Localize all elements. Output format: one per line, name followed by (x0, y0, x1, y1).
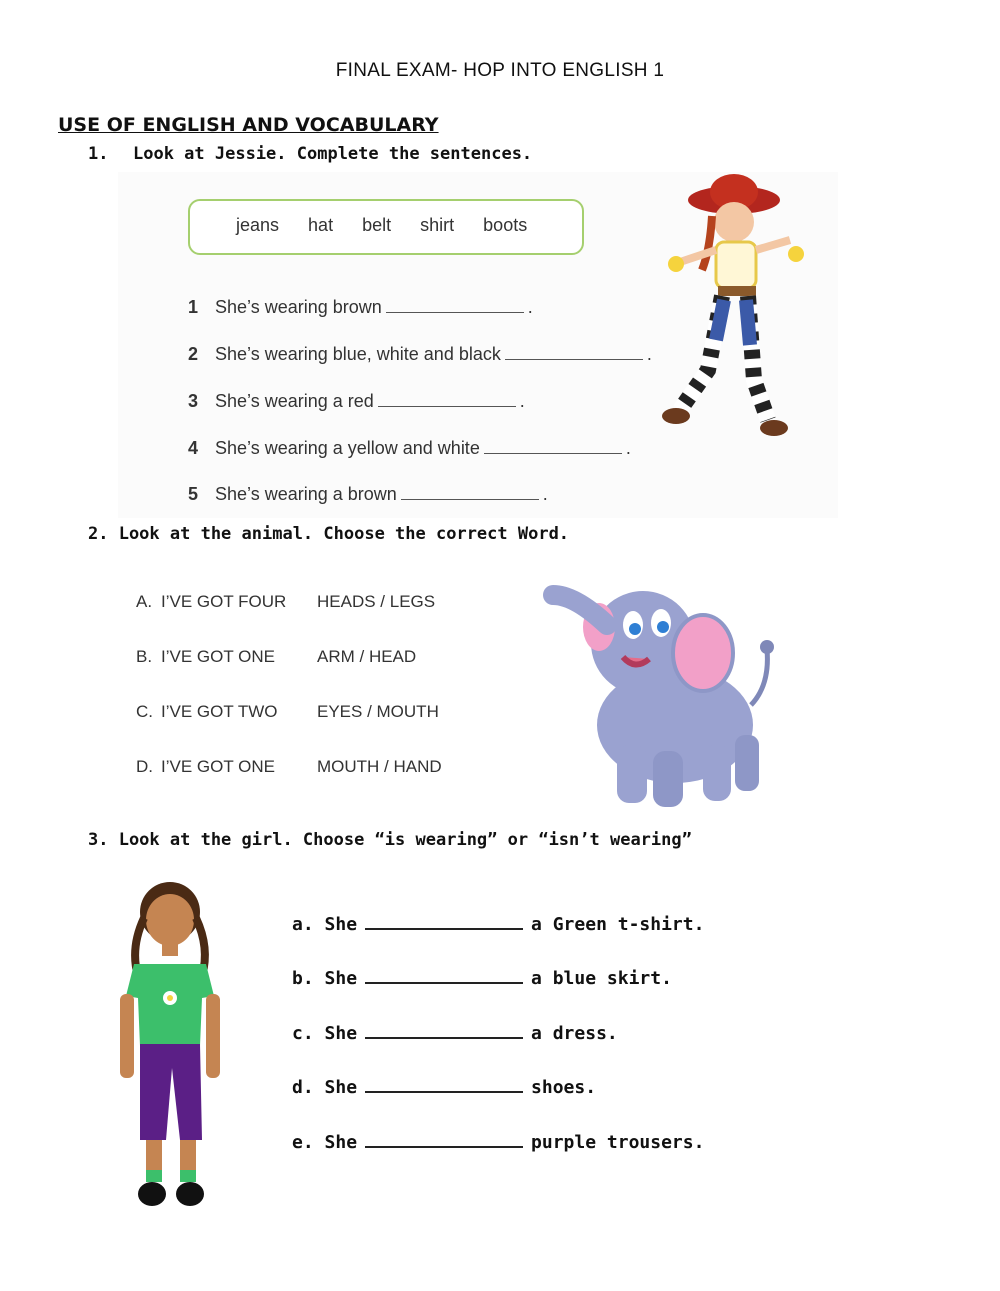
girl-illustration (110, 878, 230, 1218)
word-box (188, 199, 584, 255)
exercise2-item: C. I’VE GOT TWO EYES / MOUTH (136, 702, 439, 721)
answer-blank[interactable] (386, 298, 524, 313)
exercise1-instruction (88, 144, 532, 164)
exercise2-item: D. I’VE GOT ONE MOUTH / HAND (136, 757, 442, 776)
word-shirt: shirt (420, 215, 455, 235)
exercise3-item: a. She a Green t-shirt. (292, 914, 705, 935)
sentence-row: 5 She’s wearing a brown . (188, 484, 548, 504)
exercise3-instruction: 3. Look at the girl. Choose “is wearing” or “isn’t wearing” (88, 830, 692, 850)
option-choice[interactable]: HEADS / LEGS (317, 592, 436, 611)
jessie-illustration (650, 170, 820, 450)
answer-blank[interactable] (484, 439, 622, 454)
exercise2-item: A. I’VE GOT FOUR HEADS / LEGS (136, 592, 436, 611)
sentence-row: 1 She’s wearing brown . (188, 297, 533, 317)
word-boots: boots (483, 215, 528, 235)
sentence-row: 3 She’s wearing a red . (188, 391, 525, 411)
answer-blank[interactable] (365, 1130, 523, 1148)
answer-blank[interactable] (401, 485, 539, 500)
answer-blank[interactable] (365, 1021, 523, 1039)
answer-blank[interactable] (365, 1075, 523, 1093)
exercise2-instruction: 2. Look at the animal. Choose the correct Word. (88, 524, 570, 544)
elephant-illustration (535, 555, 785, 815)
word-belt: belt (362, 215, 392, 235)
answer-blank[interactable] (365, 966, 523, 984)
answer-blank[interactable] (378, 392, 516, 407)
word-hat: hat (308, 215, 334, 235)
option-choice[interactable]: EYES / MOUTH (317, 702, 439, 721)
exercise1-number: 1. (88, 144, 109, 164)
sentence-row: 4 She’s wearing a yellow and white . (188, 438, 631, 458)
exercise2-item: B. I’VE GOT ONE ARM / HEAD (136, 647, 417, 666)
sentence-row: 2 She’s wearing blue, white and black . (188, 344, 652, 364)
exercise1-text: Look at Jessie. Complete the sentences. (133, 144, 533, 164)
page-title: FINAL EXAM- HOP INTO ENGLISH 1 (335, 60, 665, 81)
exercise3-item: b. She a blue skirt. (292, 968, 672, 989)
answer-blank[interactable] (365, 912, 523, 930)
exercise3-item: e. She purple trousers. (292, 1132, 705, 1153)
option-choice[interactable]: ARM / HEAD (317, 647, 417, 666)
exercise3-item: c. She a dress. (292, 1023, 618, 1044)
answer-blank[interactable] (505, 345, 643, 360)
exercise3-item: d. She shoes. (292, 1077, 597, 1098)
section-heading: USE OF ENGLISH AND VOCABULARY (58, 114, 439, 136)
option-choice[interactable]: MOUTH / HAND (317, 757, 442, 776)
word-jeans: jeans (236, 215, 280, 235)
